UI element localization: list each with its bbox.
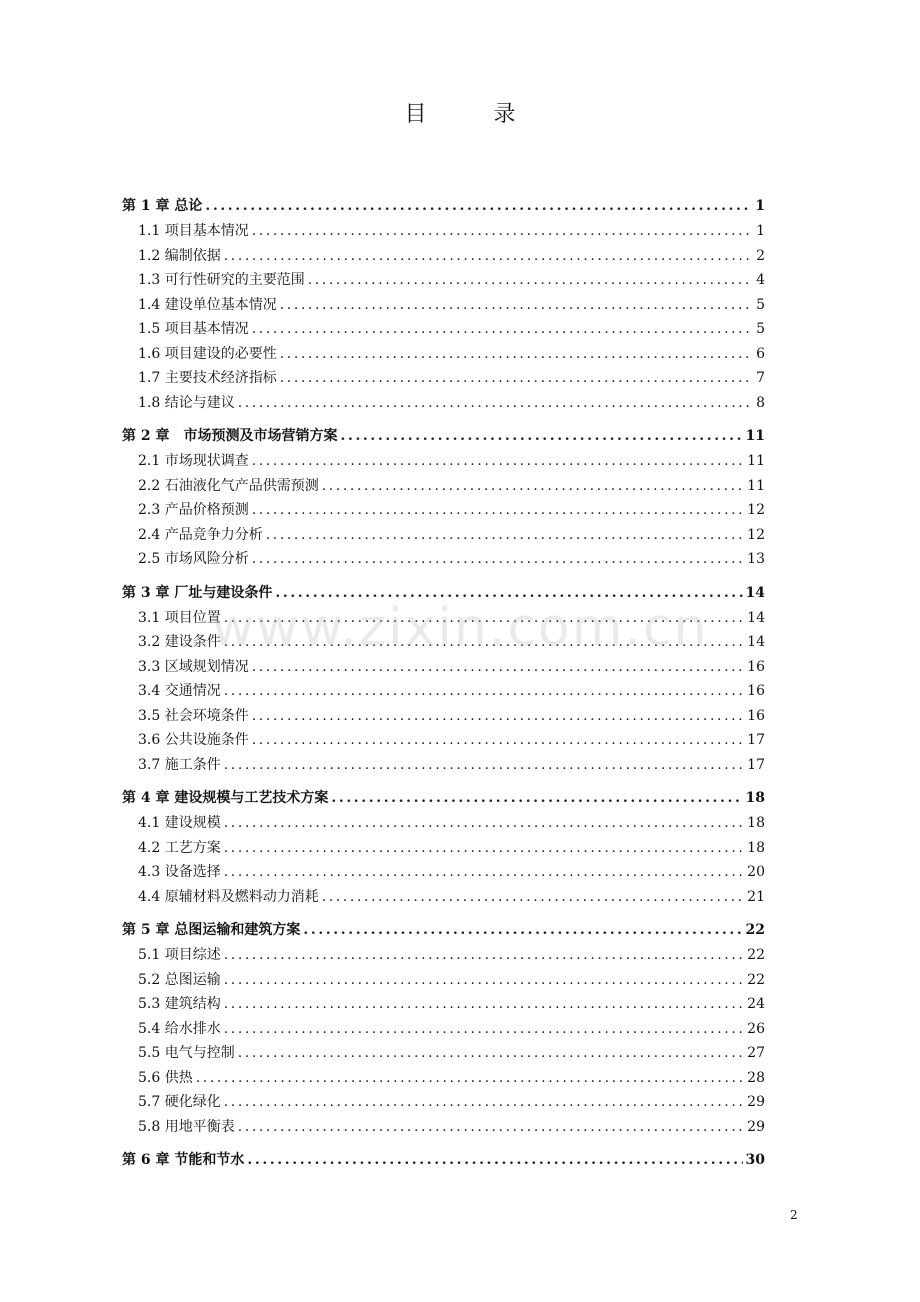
table-of-contents: [122, 193, 765, 1173]
toc-leader-dots: [252, 728, 744, 753]
toc-entry-page: 14: [747, 609, 765, 626]
toc-chapter-entry[interactable]: [122, 423, 765, 449]
toc-section-entry[interactable]: [122, 498, 765, 523]
toc-entry-label: 4.4 原辅材料及燃料动力消耗: [138, 888, 319, 905]
toc-section-entry[interactable]: [122, 1017, 765, 1042]
toc-entry-page: 16: [747, 683, 765, 699]
toc-entry-label: 1.1 项目基本情况: [138, 223, 249, 239]
watermark: www.zixin.com.cn: [211, 598, 709, 658]
toc-leader-dots: [280, 342, 753, 367]
toc-entry-label: 3.4 交通情况: [138, 683, 221, 699]
toc-leader-dots: [196, 1066, 744, 1091]
toc-entry-page: 21: [747, 888, 765, 905]
toc-entry-label: 1.2 编制依据: [138, 247, 221, 264]
toc-section-entry[interactable]: [122, 547, 765, 572]
toc-entry-label: 3.6 公共设施条件: [138, 732, 249, 748]
toc-section-entry[interactable]: [122, 366, 765, 391]
toc-entry-label: 2.5 市场风险分析: [138, 551, 249, 567]
toc-entry-page: 11: [745, 428, 765, 444]
toc-section-entry[interactable]: [122, 860, 765, 885]
toc-entry-page: 22: [745, 922, 765, 938]
toc-leader-dots: [252, 655, 744, 680]
toc-entry-label: 3.1 项目位置: [138, 609, 221, 626]
toc-entry-page: 4: [756, 272, 765, 288]
toc-section-entry[interactable]: [122, 704, 765, 729]
toc-entry-page: 18: [747, 839, 765, 856]
toc-entry-label: 5.3 建筑结构: [138, 996, 221, 1012]
toc-section-entry[interactable]: [122, 1041, 765, 1066]
toc-entry-page: 29: [747, 1118, 765, 1135]
toc-entry-label: 5.8 用地平衡表: [138, 1118, 235, 1135]
toc-section-entry[interactable]: [122, 342, 765, 367]
toc-entry-page: 29: [747, 1094, 765, 1110]
toc-chapter-entry[interactable]: [122, 785, 765, 811]
toc-entry-label: 第 2 章 市场预测及市场营销方案: [122, 428, 338, 444]
toc-entry-label: 5.2 总图运输: [138, 971, 221, 988]
toc-leader-dots: [224, 1017, 744, 1042]
toc-leader-dots: [224, 836, 744, 861]
toc-entry-page: 30: [745, 1152, 765, 1168]
toc-section-entry[interactable]: [122, 679, 765, 704]
toc-entry-page: 16: [747, 707, 765, 724]
toc-leader-dots: [205, 193, 752, 219]
toc-leader-dots: [247, 1147, 742, 1173]
toc-section-entry[interactable]: [122, 753, 765, 778]
toc-leader-dots: [308, 268, 753, 293]
toc-leader-dots: [224, 860, 744, 885]
toc-entry-label: 第 6 章 节能和节水: [122, 1152, 245, 1168]
toc-entry-label: 1.3 可行性研究的主要范围: [138, 272, 305, 288]
toc-section-entry[interactable]: [122, 885, 765, 910]
toc-entry-label: 2.2 石油液化气产品供需预测: [138, 477, 319, 494]
toc-leader-dots: [303, 917, 742, 943]
toc-entry-page: 20: [747, 864, 765, 880]
toc-entry-label: 4.2 工艺方案: [138, 839, 221, 856]
toc-section-entry[interactable]: [122, 293, 765, 318]
toc-entry-label: 2.4 产品竞争力分析: [138, 526, 263, 543]
toc-leader-dots: [252, 547, 744, 572]
toc-leader-dots: [252, 317, 753, 342]
toc-entry-page: 1: [755, 198, 765, 214]
toc-section-entry[interactable]: [122, 317, 765, 342]
toc-entry-page: 6: [756, 345, 765, 362]
toc-leader-dots: [238, 1115, 744, 1140]
toc-leader-dots: [341, 423, 743, 449]
toc-entry-label: 5.1 项目综述: [138, 947, 221, 963]
toc-section-entry[interactable]: [122, 728, 765, 753]
toc-entry-label: 5.5 电气与控制: [138, 1045, 235, 1061]
toc-entry-label: 4.3 设备选择: [138, 864, 221, 880]
toc-entry-page: 18: [747, 815, 765, 831]
toc-entry-label: 4.1 建设规模: [138, 815, 221, 831]
toc-entry-label: 第 4 章 建设规模与工艺技术方案: [122, 790, 329, 806]
toc-section-entry[interactable]: [122, 811, 765, 836]
toc-entry-page: 2: [756, 247, 765, 264]
toc-section-entry[interactable]: [122, 943, 765, 968]
toc-leader-dots: [252, 704, 744, 729]
toc-section-entry[interactable]: [122, 523, 765, 548]
toc-section-entry[interactable]: [122, 1090, 765, 1115]
toc-entry-page: 17: [747, 732, 765, 748]
toc-entry-label: 5.6 供热: [138, 1069, 193, 1086]
toc-leader-dots: [224, 943, 744, 968]
toc-leader-dots: [238, 391, 753, 416]
toc-entry-page: 26: [747, 1020, 765, 1037]
toc-entry-label: 第 5 章 总图运输和建筑方案: [122, 922, 301, 938]
toc-entry-page: 11: [747, 453, 765, 469]
toc-section-entry[interactable]: [122, 219, 765, 244]
toc-section-entry[interactable]: [122, 1115, 765, 1140]
toc-entry-page: 22: [747, 971, 765, 988]
toc-entry-page: 14: [747, 634, 765, 650]
toc-entry-page: 27: [747, 1045, 765, 1061]
toc-leader-dots: [224, 1090, 744, 1115]
toc-section-entry[interactable]: [122, 968, 765, 993]
toc-entry-page: 12: [747, 526, 765, 543]
toc-section-entry[interactable]: [122, 836, 765, 861]
toc-section-entry[interactable]: [122, 391, 765, 416]
toc-section-entry[interactable]: [122, 655, 765, 680]
toc-leader-dots: [252, 449, 744, 474]
toc-section-entry[interactable]: [122, 268, 765, 293]
toc-leader-dots: [331, 785, 742, 811]
toc-entry-page: 5: [756, 296, 765, 313]
toc-section-entry[interactable]: [122, 992, 765, 1017]
toc-entry-page: 12: [747, 502, 765, 518]
toc-entry-label: 1.6 项目建设的必要性: [138, 345, 277, 362]
toc-entry-label: 1.8 结论与建议: [138, 394, 235, 411]
page-number: 2: [790, 1208, 798, 1222]
toc-leader-dots: [224, 753, 744, 778]
toc-leader-dots: [322, 885, 744, 910]
toc-chapter-entry[interactable]: [122, 1147, 765, 1173]
toc-entry-label: 1.5 项目基本情况: [138, 321, 249, 337]
toc-leader-dots: [224, 811, 744, 836]
toc-entry-label: 第 3 章 厂址与建设条件: [122, 584, 273, 601]
toc-entry-label: 1.4 建设单位基本情况: [138, 296, 277, 313]
toc-entry-label: 3.3 区域规划情况: [138, 658, 249, 675]
toc-leader-dots: [224, 968, 744, 993]
toc-entry-page: 5: [756, 321, 765, 337]
toc-chapter-entry[interactable]: [122, 193, 765, 219]
toc-entry-page: 13: [747, 551, 765, 567]
toc-entry-label: 5.7 硬化绿化: [138, 1094, 221, 1110]
toc-entry-page: 28: [747, 1069, 765, 1086]
toc-leader-dots: [280, 293, 753, 318]
toc-leader-dots: [280, 366, 753, 391]
toc-leader-dots: [224, 992, 744, 1017]
toc-section-entry[interactable]: [122, 449, 765, 474]
toc-entry-label: 3.7 施工条件: [138, 756, 221, 773]
toc-entry-label: 3.5 社会环境条件: [138, 707, 249, 724]
toc-section-entry[interactable]: [122, 1066, 765, 1091]
toc-leader-dots: [266, 523, 744, 548]
toc-entry-page: 7: [756, 370, 765, 386]
toc-entry-page: 8: [756, 394, 765, 411]
toc-section-entry[interactable]: [122, 474, 765, 499]
toc-entry-page: 16: [747, 658, 765, 675]
toc-leader-dots: [252, 219, 753, 244]
toc-entry-label: 2.1 市场现状调查: [138, 453, 249, 469]
toc-entry-label: 3.2 建设条件: [138, 634, 221, 650]
toc-leader-dots: [252, 498, 744, 523]
toc-leader-dots: [322, 474, 744, 499]
toc-section-entry[interactable]: [122, 244, 765, 269]
toc-leader-dots: [224, 679, 744, 704]
toc-entry-label: 1.7 主要技术经济指标: [138, 370, 277, 386]
toc-entry-page: 11: [747, 477, 765, 494]
page-title: 目 录: [404, 102, 546, 127]
toc-entry-page: 14: [745, 584, 765, 601]
toc-entry-label: 2.3 产品价格预测: [138, 502, 249, 518]
toc-leader-dots: [238, 1041, 744, 1066]
toc-entry-page: 18: [745, 790, 765, 806]
toc-chapter-entry[interactable]: [122, 917, 765, 943]
toc-entry-page: 22: [747, 947, 765, 963]
toc-entry-page: 17: [747, 756, 765, 773]
toc-entry-label: 5.4 给水排水: [138, 1020, 221, 1037]
toc-leader-dots: [224, 244, 753, 269]
toc-entry-page: 24: [747, 996, 765, 1012]
toc-entry-label: 第 1 章 总论: [122, 198, 203, 214]
toc-entry-page: 1: [756, 223, 765, 239]
